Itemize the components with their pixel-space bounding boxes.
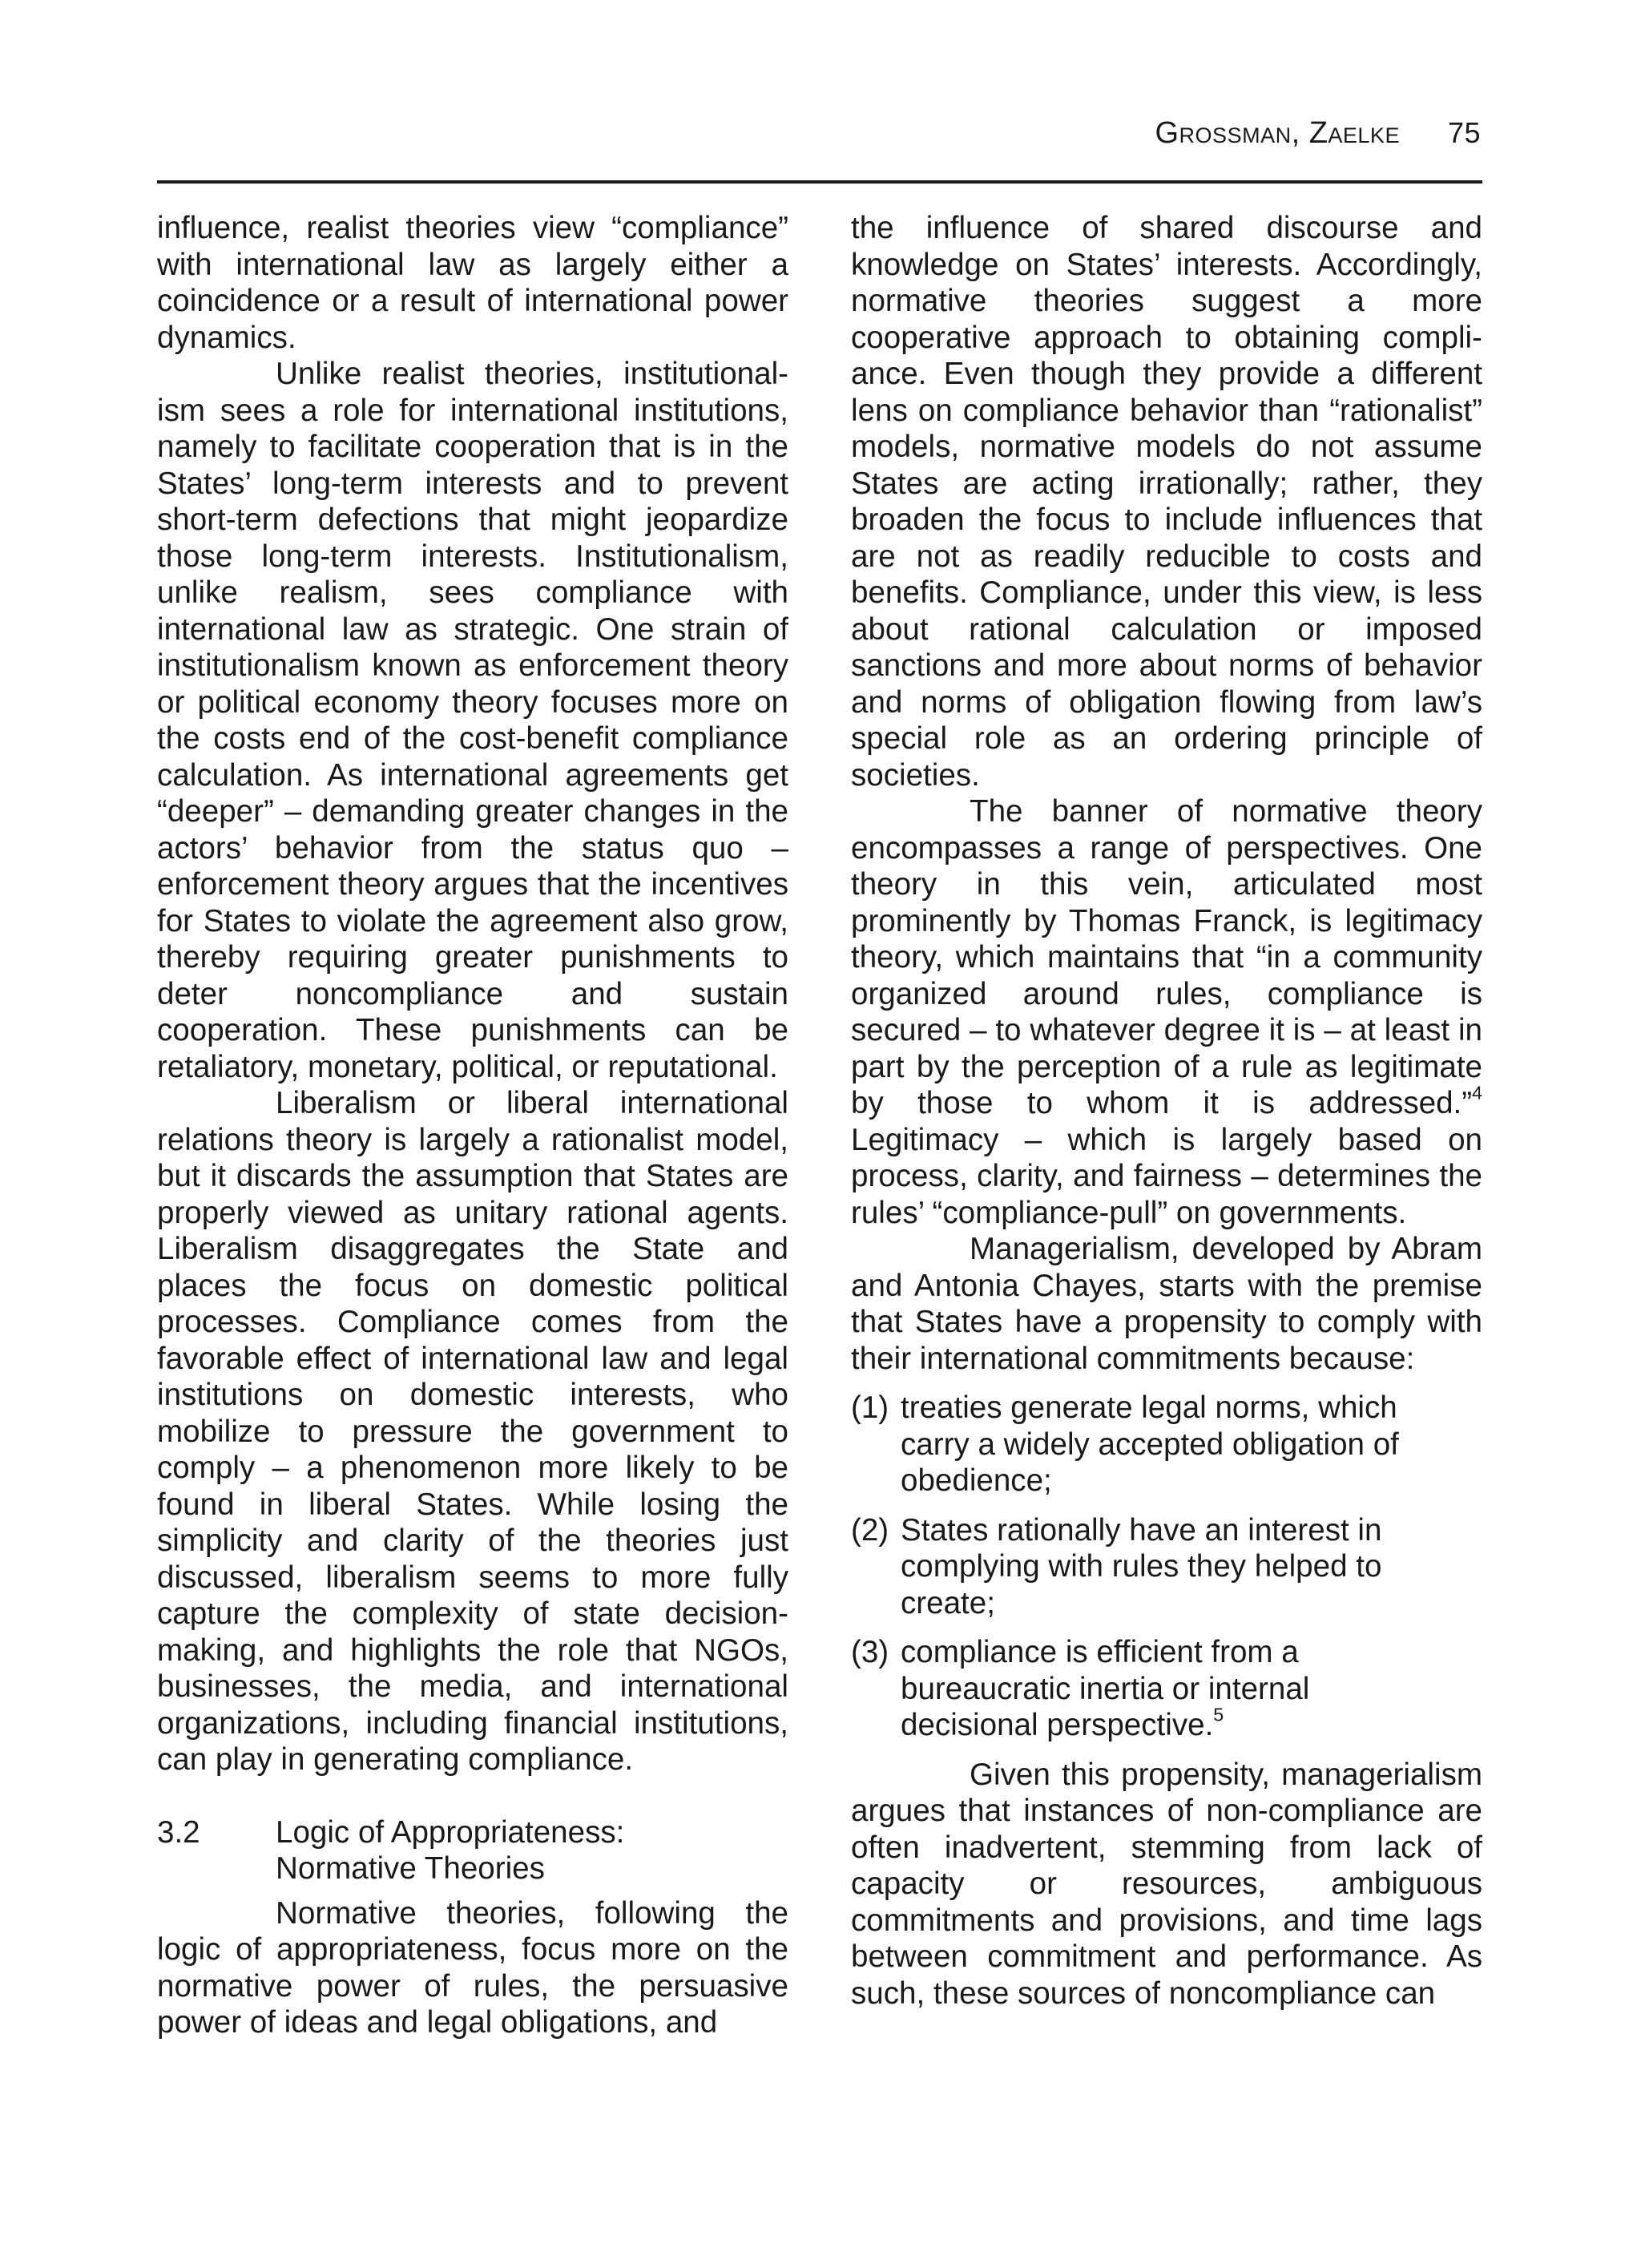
footnote-marker-5: 5 bbox=[1213, 1704, 1224, 1725]
paragraph-noncompliance: Given this propensity, managerialism argues that instances of non-compliance are often inadvertent, stemming from lack of capacity or resources, ambiguous commitments and provisions, and time lags between commitment and performance. As such, these sources of noncompliance can bbox=[851, 1757, 1482, 2011]
paragraph-managerialism: Managerialism, developed by Abram and Antonia Chayes, starts with the premise that States have a propensity to comply with their international commitments because: bbox=[851, 1232, 1482, 1376]
list-item-marker: (3) bbox=[851, 1635, 889, 1669]
header-rule bbox=[157, 180, 1482, 184]
paragraph-normative-continuation: the influence of shared discourse and knowledge on States’ interests. Accordingly, normative theories suggest a more cooperative approach to obtaining compliance. Even though they provide a different lens on compliance behavior than “rationalist” models, normative models do not assume States are acting irrationally; rather, they broaden the focus to include influences that are not as readily reducible to costs and benefits. Compliance, under this view, is less about rational calculation or imposed sanctions and more about norms of behavior and norms of obligation flowing from law’s special role as an ordering principle of societies. bbox=[851, 211, 1482, 793]
section-title-line-2: Normative Theories bbox=[276, 1851, 545, 1886]
list-item bbox=[851, 1634, 1482, 1744]
paragraph-liberalism: Liberalism or liberal international relations theory is largely a rationalist model, but it discards the assumption that States are properly viewed as unitary rational agents. Liberalism disaggregates the State and places the focus on domestic political processes. Compliance comes from the favorable effect of international law and legal institutions on domestic interests, who mobilize to pressure the government to comply – a phenomenon more likely to be found in liberal States. While losing the simplicity and clarity of the theories just discussed, liberalism seems to more fully capture the complexity of state decisionmaking, and highlights the role that NGOs, businesses, the media, and international organizations, including financial institutions, can play in generating compliance. bbox=[157, 1086, 788, 1777]
legitimacy-text-after-note: Legitimacy – which is largely based on process, clarity, and fairness – determines the rules’ “compliance-pull” on governments. bbox=[851, 1122, 1482, 1230]
running-header bbox=[157, 116, 1481, 151]
paragraph-normative-intro: Normative theories, following the logic of appropriateness, focus more on the normative power of rules, the persuasive power of ideas and legal obligations, and bbox=[157, 1895, 788, 2040]
list-item-marker: (1) bbox=[851, 1390, 889, 1425]
list-item-text: compliance is efficient from a bureaucratic inertia or internal decisional perspective. bbox=[901, 1635, 1310, 1742]
list-item bbox=[851, 1512, 1482, 1622]
list-item bbox=[851, 1390, 1482, 1499]
left-column bbox=[157, 210, 788, 2041]
running-header-authors: Grossman, Zaelke bbox=[1155, 116, 1400, 150]
section-number: 3.2 bbox=[157, 1814, 200, 1850]
list-item-text: treaties generate legal norms, which carry a widely accepted obligation of obedience; bbox=[901, 1390, 1399, 1498]
paragraph-realist-continuation: influence, realist theories view “compliance” with international law as largely either a coincidence or a result of international power dynamics. bbox=[157, 211, 788, 355]
list-item-marker: (2) bbox=[851, 1512, 889, 1548]
section-title-line-1: Logic of Appropriateness: bbox=[276, 1814, 625, 1850]
page-number: 75 bbox=[1447, 116, 1481, 149]
section-heading bbox=[157, 1814, 788, 1887]
footnote-marker-4: 4 bbox=[1472, 1082, 1482, 1104]
list-item-text: States rationally have an interest in complying with rules they helped to create; bbox=[901, 1512, 1382, 1620]
paragraph-legitimacy-theory bbox=[851, 793, 1482, 1231]
legitimacy-text-before-note: The banner of normative theory encompasses a range of perspectives. One theory in this vein, articulated most prominently by Thomas Franck, is legitimacy theory, which maintains that “in a community organized around rules, compliance is secured – to whatever degree it is – at least in part by the perception of a rule as legitimate by those to whom it is addressed.” bbox=[851, 794, 1482, 1120]
paragraph-institutionalism: Unlike realist theories, institutionalism sees a role for international institutions, namely to facilitate cooperation that is in the States’ long-term interests and to prevent short-term defections that might jeopardize those long-term interests. Institutionalism, unlike realism, sees compliance with international law as strategic. One strain of institutionalism known as enforcement theory or political economy theory focuses more on the costs end of the cost-benefit compliance calculation. As international agreements get “deeper” – demanding greater changes in the actors’ behavior from the status quo – enforcement theory argues that the incentives for States to violate the agreement also grow, thereby requiring greater punishments to deter noncompliance and sustain cooperation. These punishments can be retaliatory, monetary, political, or reputational. bbox=[157, 357, 788, 1084]
managerialism-reasons-list bbox=[851, 1390, 1482, 1744]
list-item-text-with-note bbox=[901, 1634, 1429, 1744]
right-column bbox=[851, 210, 1482, 2012]
section-title bbox=[276, 1814, 788, 1887]
